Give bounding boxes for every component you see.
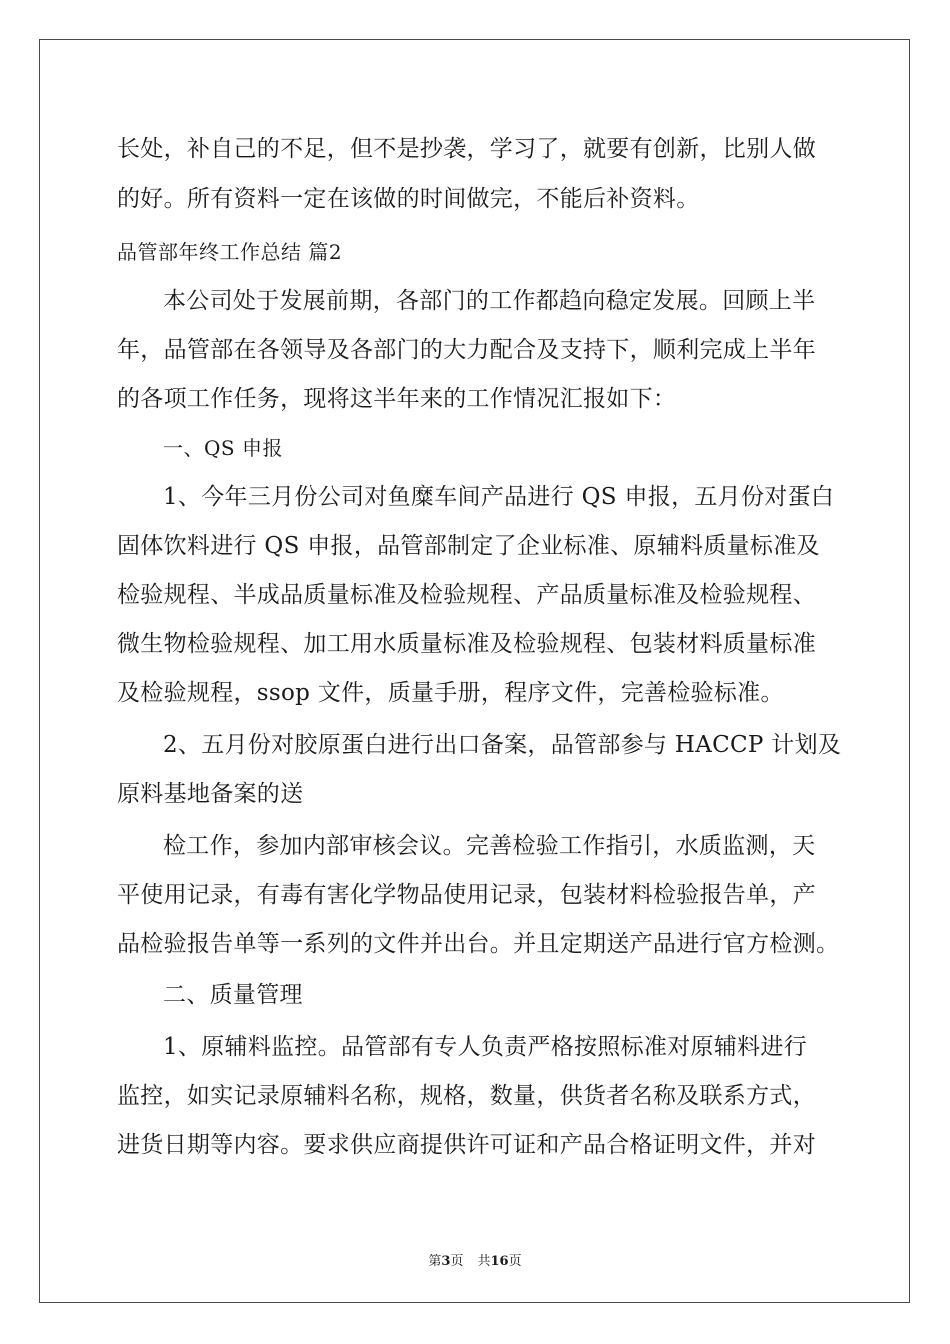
body-line: 检工作，参加内部审核会议。完善检验工作指引，水质监测，天 <box>163 833 816 859</box>
body-line: 品检验报告单等一系列的文件并出台。并且定期送产品进行官方检测。 <box>117 931 840 957</box>
subsection-heading: 一、QS 申报 <box>163 436 283 460</box>
body-line: 平使用记录，有毒有害化学物品使用记录，包装材料检验报告单，产 <box>117 882 816 908</box>
body-line: 年，品管部在各领导及各部门的大力配合及支持下，顺利完成上半年 <box>117 337 816 363</box>
body-line: 及检验规程，ssop 文件，质量手册，程序文件，完善检验标准。 <box>117 680 784 706</box>
page-border <box>39 39 910 1303</box>
total-prefix: 共 <box>477 1254 491 1269</box>
body-line: 2、五月份对胶原蛋白进行出口备案，品管部参与 HACCP 计划及 <box>163 732 842 758</box>
subsection-heading: 二、质量管理 <box>163 982 303 1008</box>
body-line: 原料基地备案的送 <box>117 781 304 807</box>
body-line: 微生物检验规程、加工用水质量标准及检验规程、包装材料质量标准 <box>117 631 816 657</box>
body-line: 1、原辅料监控。品管部有专人负责严格按照标准对原辅料进行 <box>163 1034 808 1060</box>
section-title: 品管部年终工作总结 篇2 <box>117 240 343 264</box>
body-line: 监控，如实记录原辅料名称，规格，数量，供货者名称及联系方式， <box>117 1083 816 1109</box>
total-suffix: 页 <box>508 1254 522 1269</box>
body-line: 固体饮料进行 QS 申报，品管部制定了企业标准、原辅料质量标准及 <box>117 533 820 559</box>
page-prefix: 第 <box>428 1254 442 1269</box>
page-suffix: 页 <box>450 1254 464 1269</box>
current-page-number: 3 <box>441 1254 451 1269</box>
body-line: 本公司处于发展前期，各部门的工作都趋向稳定发展。回顾上半 <box>163 288 816 314</box>
body-line: 检验规程、半成品质量标准及检验规程、产品质量标准及检验规程、 <box>117 582 816 608</box>
body-line: 的好。所有资料一定在该做的时间做完，不能后补资料。 <box>117 186 700 212</box>
page-footer <box>0 1250 950 1269</box>
body-line: 进货日期等内容。要求供应商提供许可证和产品合格证明文件，并对 <box>117 1132 816 1158</box>
body-line: 1、今年三月份公司对鱼糜车间产品进行 QS 申报，五月份对蛋白 <box>163 484 835 510</box>
body-line: 长处，补自己的不足，但不是抄袭，学习了，就要有创新，比别人做 <box>117 136 816 162</box>
total-page-number: 16 <box>490 1254 509 1269</box>
body-line: 的各项工作任务，现将这半年来的工作情况汇报如下： <box>117 386 677 412</box>
